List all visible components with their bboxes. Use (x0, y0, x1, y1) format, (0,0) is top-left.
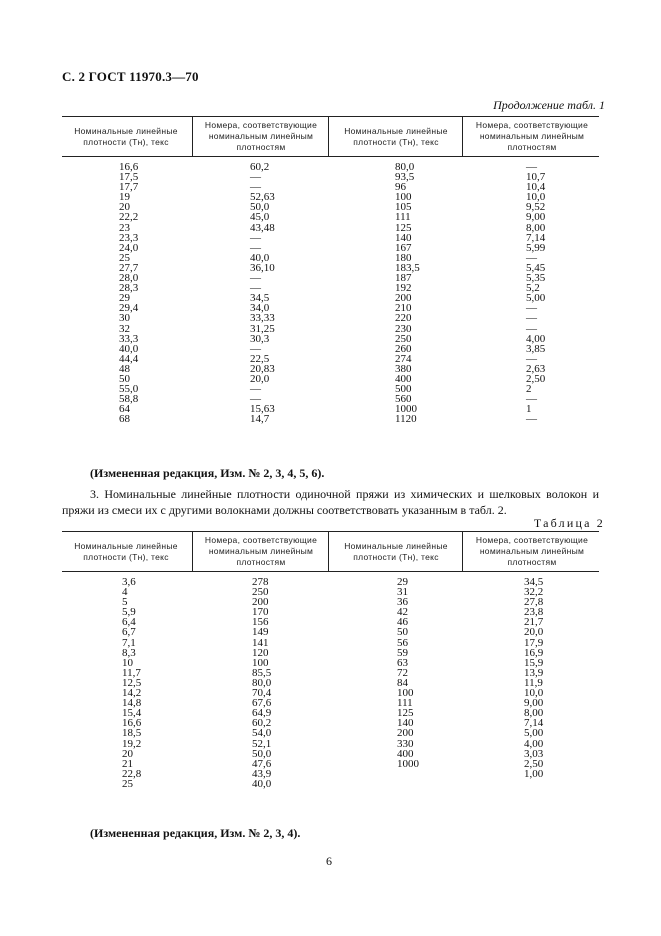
table-cell: 14,2 (122, 687, 142, 700)
table-cell: 21,7 (524, 616, 544, 629)
table-cell: 250 (252, 586, 269, 599)
table-cell: 33,3 (119, 332, 139, 345)
table-continuation-note: Продолжение табл. 1 (493, 98, 605, 112)
table-1-col-2 (250, 162, 275, 424)
table-cell: 3,03 (524, 747, 544, 760)
table-cell: 5,2 (526, 282, 540, 295)
table-cell: 27,7 (119, 261, 139, 274)
table-cell: 10,0 (526, 191, 546, 204)
table-cell: 43,9 (252, 767, 272, 780)
table-cell: 5,45 (526, 261, 546, 274)
table-cell: 200 (397, 727, 414, 740)
table-1-col-1 (119, 162, 138, 424)
paragraph-3: 3. Номинальные линейные плотности одиночной пряжи из химических и шелковых волокон и пряжи из смеси их с другими волокнами должны соответствовать указанным в табл. 2. (62, 487, 599, 517)
table-cell: 84 (397, 676, 408, 689)
table-1-col-4 (526, 162, 545, 424)
table-cell: 100 (395, 191, 412, 204)
page-number: 6 (326, 854, 332, 868)
table-2-col-4 (524, 577, 543, 779)
table-2-header-numbers-1: Номера, соответствующие номинальным линейным плотностям (204, 535, 318, 567)
table-cell: 18,5 (122, 727, 142, 740)
table-cell: 29 (119, 292, 130, 305)
table-cell: 5,99 (526, 241, 546, 254)
table-cell: — (250, 181, 261, 194)
table-cell: — (250, 171, 261, 184)
table-cell: 3,6 (122, 576, 136, 588)
table-cell: 10,0 (524, 687, 544, 700)
table-cell: 9,52 (526, 201, 546, 214)
table-cell: 40,0 (119, 342, 139, 355)
table-cell: 200 (252, 596, 269, 609)
table-cell: 560 (395, 393, 412, 406)
table-cell: 140 (397, 717, 414, 730)
table-cell: 50,0 (250, 201, 270, 214)
table-cell: 250 (395, 332, 412, 345)
table-cell: 23,8 (524, 606, 544, 619)
table-cell: 70,4 (252, 687, 272, 700)
table-cell: 58,8 (119, 393, 139, 406)
table-cell: 16,6 (119, 161, 139, 173)
table-cell: 17,7 (119, 181, 139, 194)
table-cell: 24,0 (119, 241, 139, 254)
table-cell: 4,00 (524, 737, 544, 750)
table-cell: — (250, 393, 261, 406)
table-1-header-numbers-1: Номера, соответствующие номинальным линейным плотностям (204, 120, 318, 152)
table-cell: 1120 (395, 413, 417, 426)
table-cell: 40,0 (250, 251, 270, 264)
table-cell: 63 (397, 656, 408, 669)
table-cell: 200 (395, 292, 412, 305)
table-cell: 11,9 (524, 676, 543, 689)
table-cell: 500 (395, 383, 412, 396)
table-cell: 2,50 (526, 372, 546, 385)
table-cell: 170 (252, 606, 269, 619)
document-header: С. 2 ГОСТ 11970.3—70 (62, 69, 199, 84)
table-cell: 12,5 (122, 676, 142, 689)
table-cell: 52,63 (250, 191, 275, 204)
table-cell: 400 (395, 372, 412, 385)
table-cell: 85,5 (252, 666, 272, 679)
table-cell: 20,83 (250, 362, 275, 375)
table-cell: 10 (122, 656, 133, 669)
table-cell: 30,3 (250, 332, 270, 345)
table-cell: — (526, 413, 537, 426)
table-cell: — (526, 251, 537, 264)
table-cell: 59 (397, 646, 408, 659)
table-cell: — (250, 231, 261, 244)
table-cell: 1,00 (524, 767, 544, 780)
table-1-col-3 (395, 162, 420, 424)
table-cell: 68 (119, 413, 130, 426)
table-cell: 23 (119, 221, 130, 234)
table-cell: 13,9 (524, 666, 544, 679)
table-cell: 380 (395, 362, 412, 375)
amendment-note-1: (Измененная редакция, Изм. № 2, 3, 4, 5, 6). (90, 466, 325, 480)
table-cell: 34,5 (524, 576, 544, 588)
table-cell: 4,00 (526, 332, 546, 345)
table-cell: 125 (395, 221, 412, 234)
table-cell: 93,5 (395, 171, 415, 184)
table-cell: — (526, 312, 537, 325)
table-cell: 54,0 (252, 727, 272, 740)
table-cell: 96 (395, 181, 406, 194)
table-cell: 5,00 (526, 292, 546, 305)
table-cell: 5,00 (524, 727, 544, 740)
table-cell: 60,2 (250, 161, 270, 173)
table-cell: 55,0 (119, 383, 139, 396)
table-cell: 167 (395, 241, 412, 254)
table-cell: 1000 (395, 403, 417, 416)
table-cell: 9,00 (524, 697, 544, 710)
table-1 (62, 116, 599, 427)
table-cell: 15,4 (122, 707, 142, 720)
table-cell: 22,5 (250, 352, 270, 365)
table-cell: 29,4 (119, 302, 139, 315)
table-cell: 16,6 (122, 717, 142, 730)
table-1-header-density-1: Номинальные линейные плотности (Tн), текс (74, 126, 178, 147)
amendment-note-2: (Измененная редакция, Изм. № 2, 3, 4). (90, 826, 301, 840)
table-1-header-density-2: Номинальные линейные плотности (Tн), текс (344, 126, 448, 147)
table-cell: 5 (122, 596, 128, 609)
table-cell: 15,63 (250, 403, 275, 416)
table-cell: 2,50 (524, 757, 544, 770)
table-cell: 44,4 (119, 352, 139, 365)
table-cell: — (250, 282, 261, 295)
table-cell: 274 (395, 352, 412, 365)
table-cell: 1 (526, 403, 532, 416)
table-cell: 23,3 (119, 231, 139, 244)
table-cell: 56 (397, 636, 408, 649)
table-cell: 10,4 (526, 181, 546, 194)
table-cell: 111 (395, 211, 411, 224)
table-cell: 32 (119, 322, 130, 335)
table-cell: 100 (397, 687, 414, 700)
table-cell: 80,0 (252, 676, 272, 689)
table-cell: 20 (119, 201, 130, 214)
table-cell: 22,2 (119, 211, 139, 224)
table-cell: 43,48 (250, 221, 275, 234)
table-cell: 11,7 (122, 666, 141, 679)
table-cell: 42 (397, 606, 408, 619)
table-cell: — (250, 272, 261, 285)
table-cell: 52,1 (252, 737, 272, 750)
table-cell: 17,5 (119, 171, 139, 184)
table-cell: 187 (395, 272, 412, 285)
table-cell: — (250, 342, 261, 355)
table-cell: — (526, 161, 537, 173)
table-cell: 64 (119, 403, 130, 416)
table-cell: 156 (252, 616, 269, 629)
table-cell: 6,4 (122, 616, 136, 629)
table-cell: 36 (397, 596, 408, 609)
table-1-header-numbers-2: Номера, соответствующие номинальным линейным плотностям (475, 120, 589, 152)
table-cell: 400 (397, 747, 414, 760)
table-cell: 141 (252, 636, 269, 649)
table-cell: 5,35 (526, 272, 546, 285)
table-cell: 50,0 (252, 747, 272, 760)
table-cell: 28,3 (119, 282, 139, 295)
table-2 (62, 531, 599, 813)
table-cell: 31 (397, 586, 408, 599)
table-cell: — (526, 302, 537, 315)
table-2-label: Таблица 2 (533, 516, 605, 530)
table-cell: 15,9 (524, 656, 544, 669)
table-2-col-2 (252, 577, 271, 789)
table-cell: 14,7 (250, 413, 270, 426)
table-cell: 20,0 (524, 626, 544, 639)
table-cell: 32,2 (524, 586, 544, 599)
table-cell: 140 (395, 231, 412, 244)
table-cell: 46 (397, 616, 408, 629)
table-cell: 19 (119, 191, 130, 204)
table-cell: 72 (397, 666, 408, 679)
table-2-header-numbers-2: Номера, соответствующие номинальным линейным плотностям (475, 535, 589, 567)
table-cell: 210 (395, 302, 412, 315)
table-cell: 149 (252, 626, 269, 639)
table-cell: 14,8 (122, 697, 142, 710)
table-cell: 125 (397, 707, 414, 720)
table-cell: 20,0 (250, 372, 270, 385)
table-cell: 22,8 (122, 767, 142, 780)
table-cell: 67,6 (252, 697, 272, 710)
table-cell: 7,14 (526, 231, 546, 244)
table-cell: 330 (397, 737, 414, 750)
table-cell: 4 (122, 586, 128, 599)
table-2-header-density-1: Номинальные линейные плотности (Tн), текс (74, 541, 178, 562)
table-cell: 120 (252, 646, 269, 659)
table-cell: 25 (119, 251, 130, 264)
table-cell: 29 (397, 576, 408, 588)
table-cell: 25 (122, 777, 133, 790)
table-cell: 183,5 (395, 261, 420, 274)
table-cell: 8,3 (122, 646, 136, 659)
table-cell: 2 (526, 383, 532, 396)
table-cell: — (250, 383, 261, 396)
table-cell: 220 (395, 312, 412, 325)
table-cell: 100 (252, 656, 269, 669)
table-cell: 80,0 (395, 161, 415, 173)
table-cell: 34,0 (250, 302, 270, 315)
table-cell: 30 (119, 312, 130, 325)
table-cell: 2,63 (526, 362, 546, 375)
table-cell: 7,14 (524, 717, 544, 730)
table-cell: 8,00 (524, 707, 544, 720)
table-cell: 230 (395, 322, 412, 335)
table-cell: 180 (395, 251, 412, 264)
table-cell: 105 (395, 201, 412, 214)
table-cell: 28,0 (119, 272, 139, 285)
table-2-header-density-2: Номинальные линейные плотности (Tн), текс (344, 541, 448, 562)
table-cell: 8,00 (526, 221, 546, 234)
table-cell: 192 (395, 282, 412, 295)
table-2-col-1 (122, 577, 141, 789)
table-cell: 36,10 (250, 261, 275, 274)
table-cell: 45,0 (250, 211, 270, 224)
table-cell: — (526, 322, 537, 335)
table-cell: 21 (122, 757, 133, 770)
table-cell: 16,9 (524, 646, 544, 659)
table-cell: 34,5 (250, 292, 270, 305)
table-cell: 64,9 (252, 707, 272, 720)
table-cell: 278 (252, 576, 269, 588)
table-cell: 10,7 (526, 171, 546, 184)
table-cell: 7,1 (122, 636, 136, 649)
table-cell: — (526, 393, 537, 406)
table-cell: 19,2 (122, 737, 142, 750)
table-cell: 60,2 (252, 717, 272, 730)
table-cell: 40,0 (252, 777, 272, 790)
table-cell: 50 (397, 626, 408, 639)
table-cell: 3,85 (526, 342, 546, 355)
table-cell: 47,6 (252, 757, 272, 770)
table-cell: 27,8 (524, 596, 544, 609)
table-cell: 6,7 (122, 626, 136, 639)
table-cell: 31,25 (250, 322, 275, 335)
table-cell: 20 (122, 747, 133, 760)
table-cell: 1000 (397, 757, 419, 770)
table-cell: 5,9 (122, 606, 136, 619)
table-cell: 50 (119, 372, 130, 385)
table-cell: 111 (397, 697, 413, 710)
table-cell: — (250, 241, 261, 254)
table-2-col-3 (397, 577, 419, 769)
table-cell: 33,33 (250, 312, 275, 325)
table-cell: 260 (395, 342, 412, 355)
table-cell: 9,00 (526, 211, 546, 224)
table-cell: 17,9 (524, 636, 544, 649)
table-cell: 48 (119, 362, 130, 375)
table-cell: — (526, 352, 537, 365)
